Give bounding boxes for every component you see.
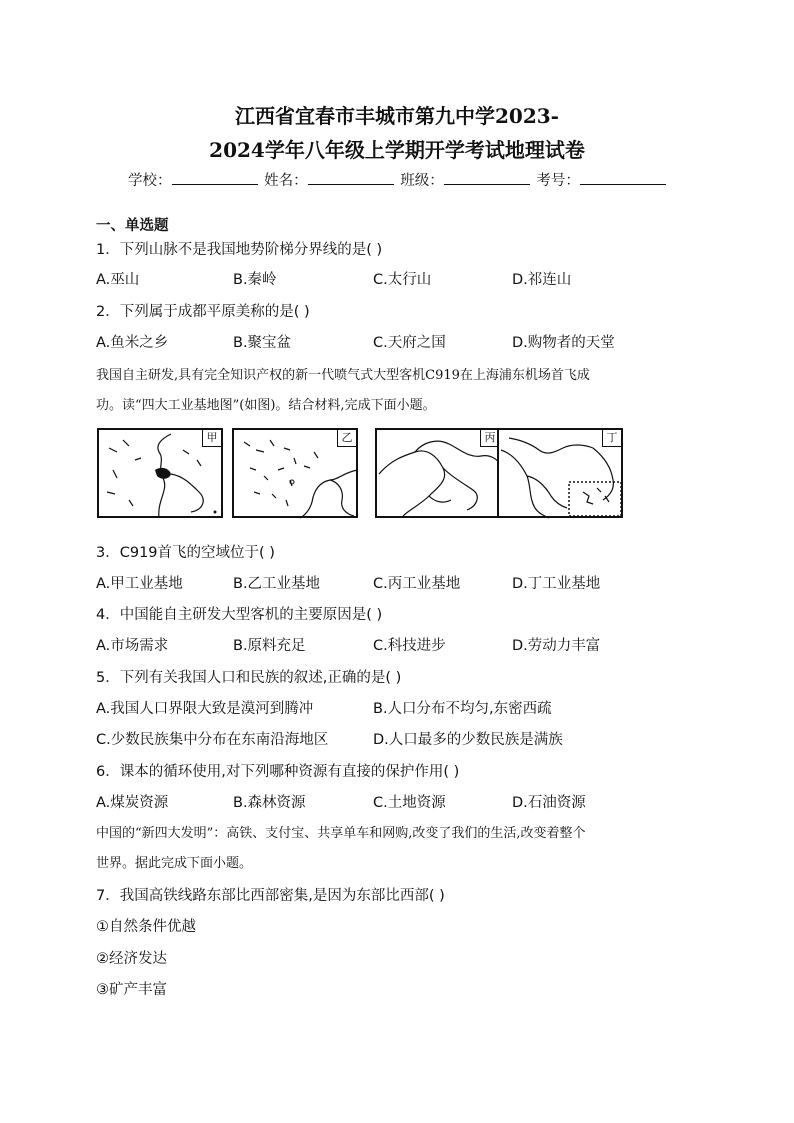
map-jia (97, 428, 223, 518)
q5-option-b: B.人口分布不均匀,东密西疏 (373, 701, 552, 717)
q3-option-c: C.丙工业基地 (373, 576, 461, 592)
exam-number-label: 考号： (536, 173, 580, 189)
question-1-stem: 1．下列山脉不是我国地势阶梯分界线的是( ) (96, 242, 383, 258)
exam-title-line1: 江西省宜春市丰城市第九中学2023- (235, 104, 559, 128)
q7-item-1: ①自然条件优越 (96, 919, 196, 935)
name-label: 姓名： (264, 173, 308, 189)
q2-option-c: C.天府之国 (373, 335, 446, 351)
exam-title-line2: 2024学年八年级上学期开学考试地理试卷 (209, 138, 585, 162)
q6-option-d: D.石油资源 (512, 795, 586, 811)
q2-option-b: B.聚宝盆 (233, 335, 292, 351)
q1-option-a: A.巫山 (96, 272, 140, 288)
passage-c919-line2: 功。读“四大工业基地图”(如图)。结合材料,完成下面小题。 (96, 398, 436, 413)
q4-option-d: D.劳动力丰富 (512, 638, 601, 654)
student-info-line (128, 170, 688, 191)
class-label: 班级： (400, 173, 444, 189)
q1-option-d: D.祁连山 (512, 272, 572, 288)
passage-inventions-line1: 中国的“新四大发明”：高铁、支付宝、共享单车和网购,改变了我们的生活,改变着整个 (96, 826, 586, 841)
section-title: 一、单选题 (96, 218, 169, 234)
map-jia-label: 甲 (202, 430, 221, 447)
q7-item-3: ③矿产丰富 (96, 982, 167, 998)
name-blank[interactable] (308, 170, 394, 185)
q4-option-c: C.科技进步 (373, 638, 446, 654)
map-bing (375, 428, 501, 518)
exam-number-blank[interactable] (580, 170, 666, 185)
industrial-base-maps (97, 428, 633, 520)
passage-inventions-line2: 世界。据此完成下面小题。 (96, 856, 253, 871)
passage-c919 (96, 361, 706, 421)
school-label: 学校： (128, 173, 172, 189)
q2-option-d: D.购物者的天堂 (512, 335, 615, 351)
question-4-stem: 4．中国能自主研发大型客机的主要原因是( ) (96, 607, 383, 623)
map-yi (232, 428, 358, 518)
q7-item-2: ②经济发达 (96, 951, 167, 967)
question-6-stem: 6．课本的循环使用,对下列哪种资源有直接的保护作用( ) (96, 764, 460, 780)
map-bing-label: 丙 (480, 430, 499, 447)
question-5-stem: 5．下列有关我国人口和民族的叙述,正确的是( ) (96, 670, 402, 686)
passage-c919-line1: 我国自主研发,具有完全知识产权的新一代喷气式大型客机C919在上海浦东机场首飞成 (96, 368, 590, 383)
map-ding-label: 丁 (602, 430, 621, 447)
passage-new-four-inventions (96, 819, 706, 879)
question-2-stem: 2．下列属于成都平原美称的是( ) (96, 304, 310, 320)
q4-option-b: B.原料充足 (233, 638, 306, 654)
q6-option-a: A.煤炭资源 (96, 795, 169, 811)
q5-option-a: A.我国人口界限大致是漠河到腾冲 (96, 701, 314, 717)
q5-option-c: C.少数民族集中分布在东南沿海地区 (96, 732, 329, 748)
map-yi-label: 乙 (337, 430, 356, 447)
q6-option-c: C.土地资源 (373, 795, 446, 811)
q4-option-a: A.市场需求 (96, 638, 169, 654)
class-blank[interactable] (444, 170, 530, 185)
question-7-stem: 7．我国高铁线路东部比西部密集,是因为东部比西部( ) (96, 888, 445, 904)
q5-option-d: D.人口最多的少数民族是满族 (373, 732, 563, 748)
q1-option-c: C.太行山 (373, 272, 432, 288)
q1-option-b: B.秦岭 (233, 272, 277, 288)
question-3-stem: 3．C919首飞的空域位于( ) (96, 545, 275, 561)
q2-option-a: A.鱼米之乡 (96, 335, 169, 351)
q3-option-d: D.丁工业基地 (512, 576, 601, 592)
school-blank[interactable] (172, 170, 258, 185)
q6-option-b: B.森林资源 (233, 795, 306, 811)
q3-option-a: A.甲工业基地 (96, 576, 183, 592)
q3-option-b: B.乙工业基地 (233, 576, 321, 592)
map-ding (497, 428, 623, 518)
